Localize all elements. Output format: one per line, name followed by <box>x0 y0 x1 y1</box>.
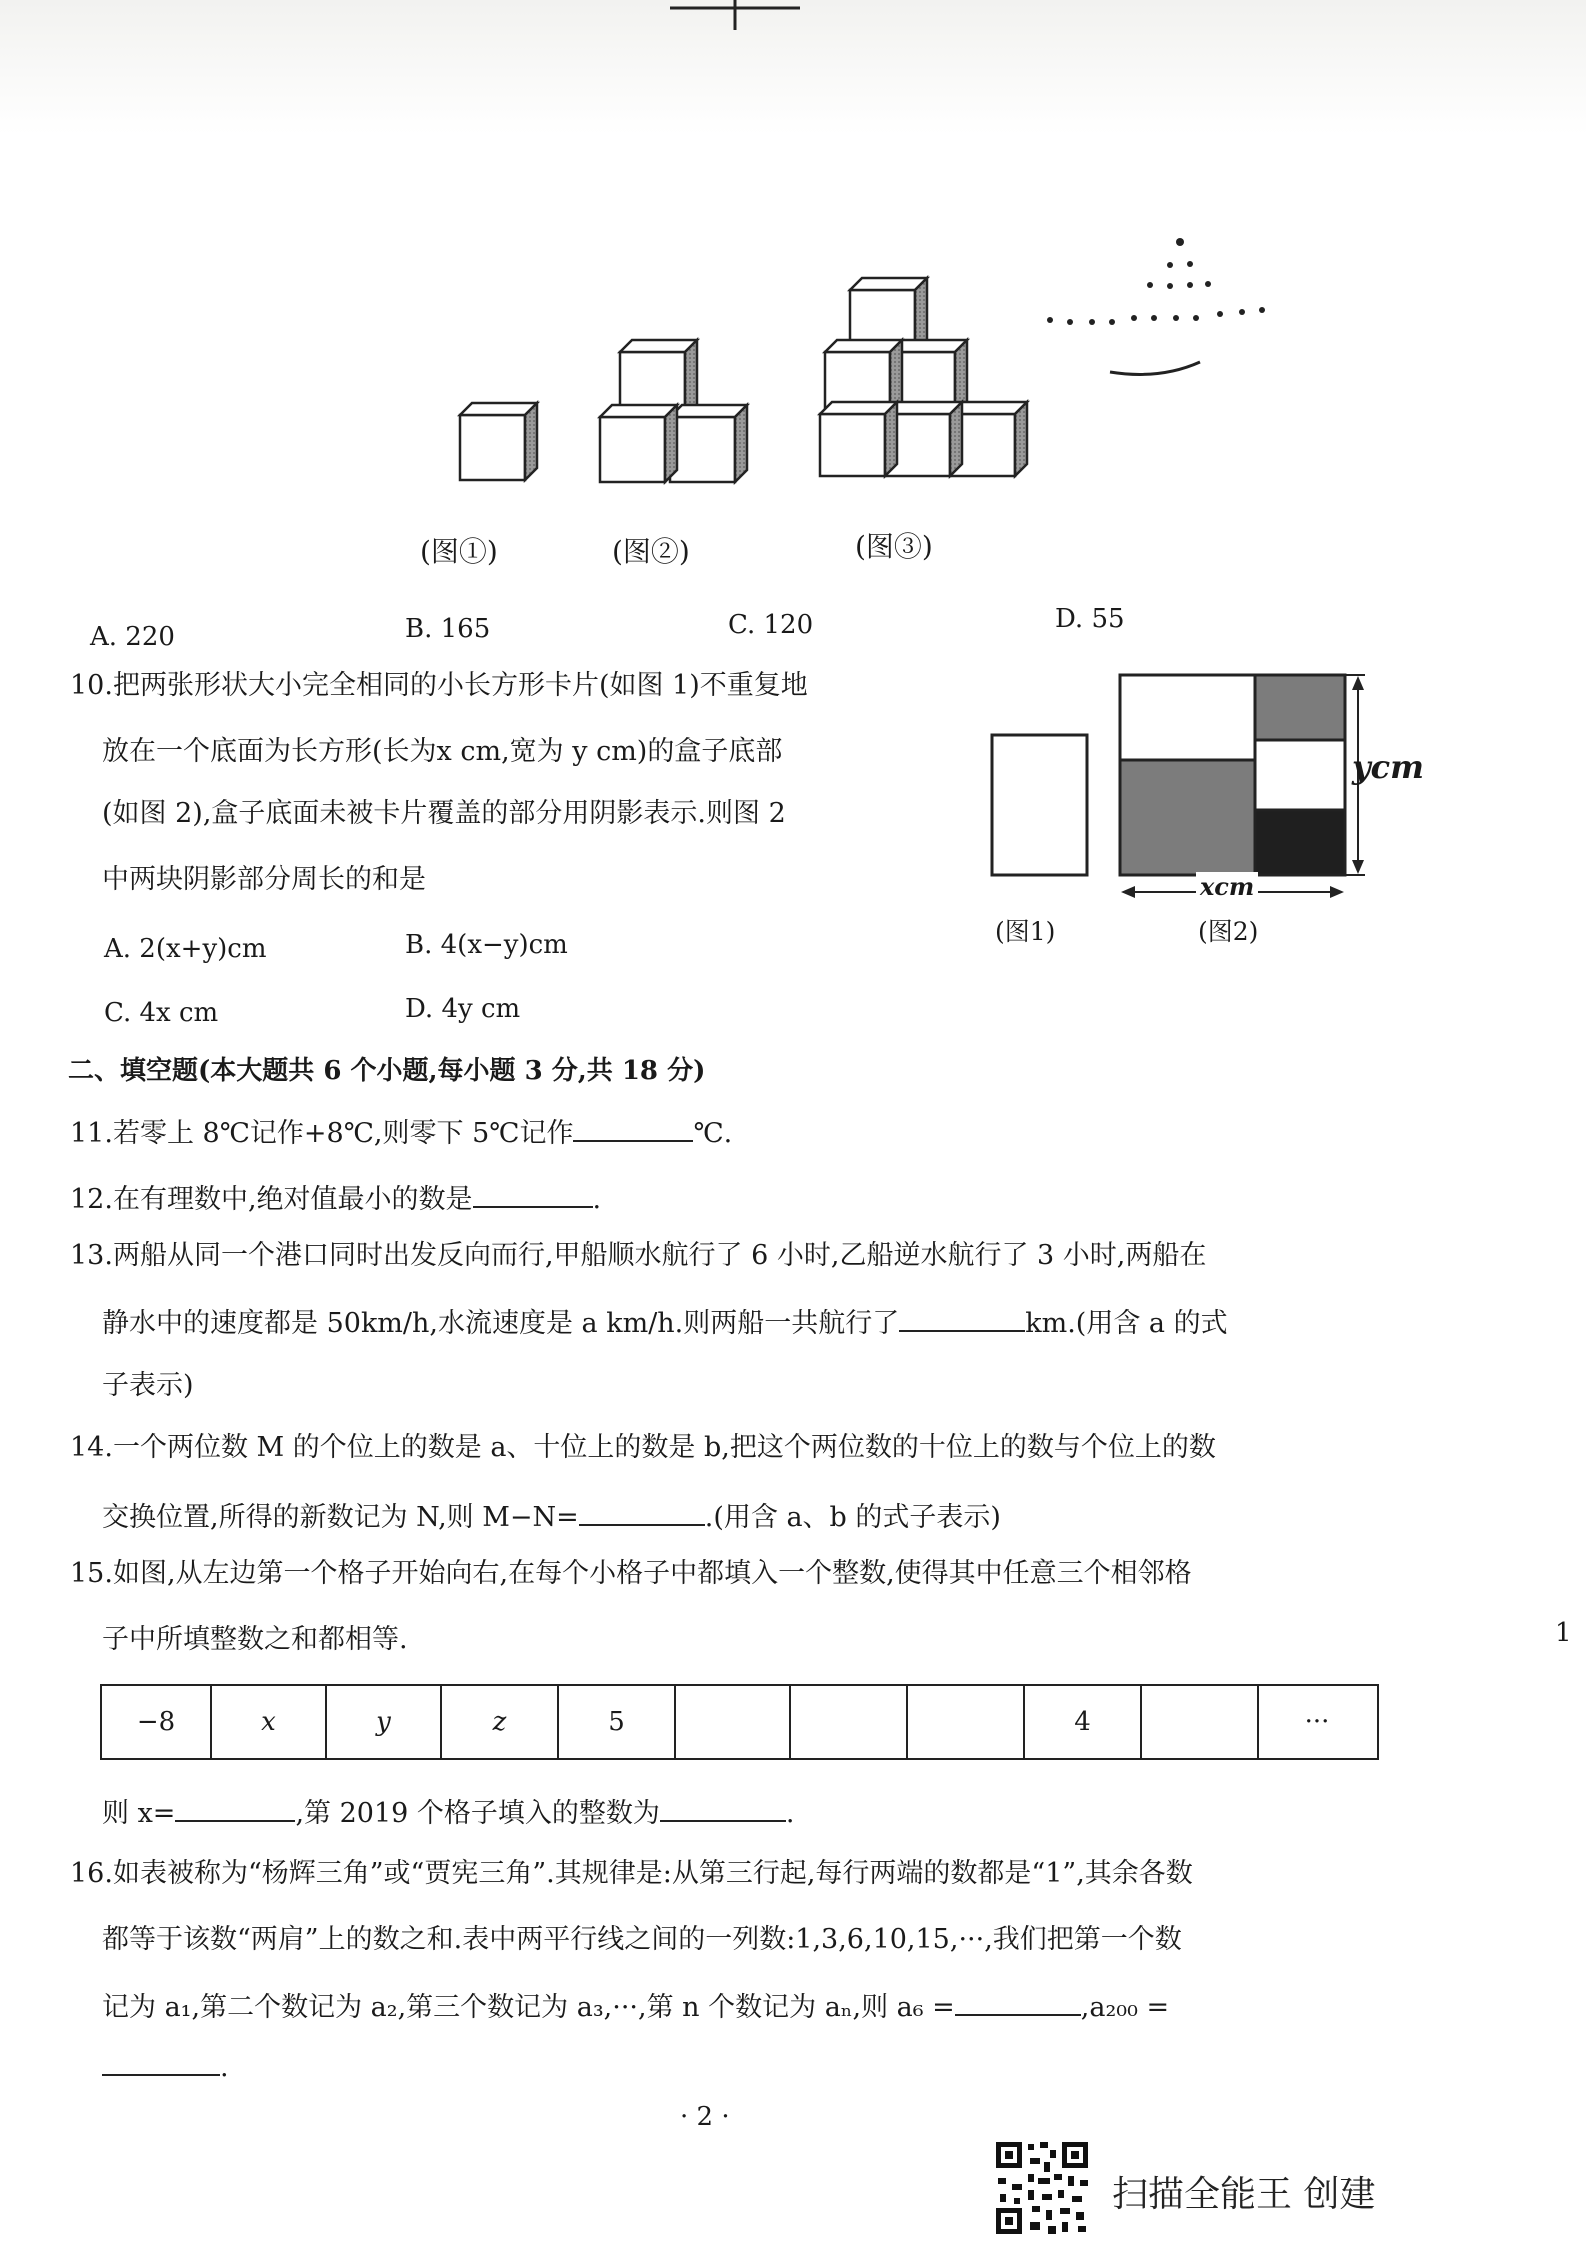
q16-line-3 <box>102 1990 1169 2021</box>
q14-text: 交换位置,所得的新数记为 N,则 M−N= <box>102 1502 579 1533</box>
cube-figure-1 <box>460 403 537 480</box>
q15-answer-text: 则 x= <box>102 1798 176 1829</box>
q13-line-3: 子表示) <box>102 1370 194 1401</box>
q11-blank[interactable] <box>573 1116 693 1142</box>
cube-figure-2 <box>600 340 747 482</box>
q11-unit: ℃. <box>693 1118 733 1149</box>
q15-blank-2019[interactable] <box>660 1796 786 1822</box>
q13-text: 静水中的速度都是 50km/h,水流速度是 a km/h.则两船一共航行了 <box>102 1308 900 1339</box>
q10-option-a: A. 2(x+y)cm <box>104 934 267 964</box>
binding-mark <box>660 0 810 40</box>
grid-cell <box>1142 1686 1259 1758</box>
q16-text-mid: ,a₂₀₀ = <box>1080 1992 1170 2023</box>
q14-blank[interactable] <box>579 1500 705 1526</box>
q16-line-2: 都等于该数“两肩”上的数之和.表中两平行线之间的一列数:1,3,6,10,15,···,我们把第一个数 <box>102 1924 1182 1955</box>
q10-line-1: 10.把两张形状大小完全相同的小长方形卡片(如图 1)不重复地 <box>70 670 808 701</box>
q16-text: 记为 a₁,第二个数记为 a₂,第三个数记为 a₃,···,第 n 个数记为 aₙ,则 a₆ = <box>102 1992 955 2023</box>
q10-line-4: 中两块阴影部分周长的和是 <box>102 864 426 895</box>
qr-code-icon <box>992 2138 1092 2238</box>
grid-cell: ··· <box>1304 1707 1330 1737</box>
page-number: · 2 · <box>680 2102 730 2132</box>
grid-cell: z <box>442 1686 559 1758</box>
q15-line-2: 子中所填整数之和都相等. <box>102 1624 408 1655</box>
grid-cell <box>908 1686 1025 1758</box>
q13-text-after: km.(用含 a 的式 <box>1025 1308 1228 1339</box>
handwritten-dot-sketch <box>1030 230 1290 390</box>
q13-line-2 <box>102 1306 1228 1337</box>
q9-option-b: B. 165 <box>405 614 491 644</box>
q15-line-1: 15.如图,从左边第一个格子开始向右,在每个小格子中都填入一个整数,使得其中任意三个相邻格 <box>70 1558 1192 1589</box>
grid-cell: 4 <box>1025 1686 1142 1758</box>
q14-line-2 <box>102 1500 1001 1531</box>
figure-caption-3: (图③) <box>855 530 933 563</box>
q16-end: . <box>220 2052 229 2083</box>
figure-caption-1: (图①) <box>420 535 498 568</box>
q15-answer-end: . <box>785 1798 795 1829</box>
q10-line-2: 放在一个底面为长方形(长为x cm,宽为 y cm)的盒子底部 <box>102 736 783 767</box>
q15-answer-line <box>102 1796 795 1827</box>
q16-blank-a200[interactable] <box>102 2050 220 2076</box>
grid-cell <box>791 1686 908 1758</box>
q9-option-a: A. 220 <box>90 622 175 652</box>
q15-answer-text-2: ,第 2019 个格子填入的整数为 <box>295 1798 660 1829</box>
grid-cell: x <box>212 1686 327 1758</box>
grid-cell <box>676 1686 791 1758</box>
cube-figure-3 <box>820 278 1027 476</box>
x-dimension-label: xcm <box>1196 872 1258 901</box>
q12-end: . <box>592 1184 602 1215</box>
grid-cell: −8 <box>102 1686 212 1758</box>
q10-line-3: (如图 2),盒子底面未被卡片覆盖的部分用阴影表示.则图 2 <box>102 798 786 829</box>
q11-text: 11.若零上 8℃记作+8℃,则零下 5℃记作 <box>70 1118 574 1149</box>
y-dimension-label: ycm <box>1352 748 1424 786</box>
q12-text: 12.在有理数中,绝对值最小的数是 <box>70 1184 473 1215</box>
fig2-caption: (图2) <box>1198 917 1259 946</box>
q14-text-after: .(用含 a、b 的式子表示) <box>704 1502 1001 1533</box>
q13-blank[interactable] <box>899 1306 1025 1332</box>
box-bottom-diagram <box>1120 675 1365 898</box>
q16-line-4 <box>102 2050 229 2081</box>
fig1-caption: (图1) <box>995 917 1056 946</box>
q10-option-d: D. 4y cm <box>405 994 521 1024</box>
q9-option-c: C. 120 <box>728 610 814 640</box>
q12-blank[interactable] <box>473 1182 593 1208</box>
q14-line-1: 14.一个两位数 M 的个位上的数是 a、十位上的数是 b,把这个两位数的十位上的数与个位上的数 <box>70 1432 1216 1463</box>
q9-option-d: D. 55 <box>1055 604 1125 634</box>
q12 <box>70 1182 601 1213</box>
cube-figures <box>440 260 1080 520</box>
q13-line-1: 13.两船从同一个港口同时出发反向而行,甲船顺水航行了 6 小时,乙船逆水航行了 3 小时,两船在 <box>70 1240 1207 1271</box>
grid-cell: 5 <box>559 1686 676 1758</box>
q16-blank-a6[interactable] <box>955 1990 1081 2016</box>
q16-line-1: 16.如表被称为“杨辉三角”或“贾宪三角”.其规律是:从第三行起,每行两端的数都是“1”,其余各数 <box>70 1858 1193 1889</box>
q11 <box>70 1116 732 1147</box>
q15-blank-x[interactable] <box>175 1796 295 1822</box>
scanner-watermark: 扫描全能王 创建 <box>1112 2174 1376 2215</box>
figure-caption-2: (图②) <box>612 535 690 568</box>
section-heading: 二、填空题(本大题共 6 个小题,每小题 3 分,共 18 分) <box>68 1056 706 1086</box>
q10-option-c: C. 4x cm <box>104 998 219 1028</box>
side-mark: 1 <box>1555 1618 1572 1648</box>
card-rectangle <box>992 735 1087 875</box>
grid-cell: y <box>327 1686 442 1758</box>
q10-option-b: B. 4(x−y)cm <box>405 930 568 960</box>
number-grid <box>100 1684 1379 1760</box>
